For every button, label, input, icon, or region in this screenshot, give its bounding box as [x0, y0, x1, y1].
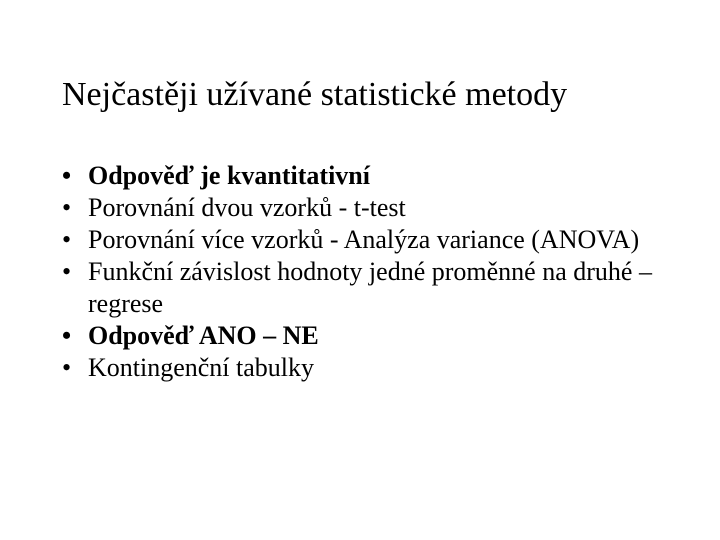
slide-title: Nejčastěji užívané statistické metody [62, 76, 568, 113]
bullet-icon: • [62, 225, 72, 254]
bullet-icon: • [62, 353, 72, 382]
list-item [62, 256, 702, 320]
bullet-icon: • [62, 161, 72, 190]
list-item [62, 224, 702, 256]
list-item [62, 160, 702, 192]
list-item [62, 320, 702, 352]
bullet-text: Funkční závislost hodnoty jedné proměnné na druhé – regrese [88, 257, 652, 318]
list-item [62, 192, 702, 224]
bullet-text: Odpověď ANO – NE [88, 321, 319, 350]
bullet-text: Odpověď je kvantitativní [88, 161, 370, 190]
bullet-icon: • [62, 193, 72, 222]
bullet-text: Porovnání více vzorků - Analýza variance (ANOVA) [88, 225, 640, 254]
bullet-text: Porovnání dvou vzorků - t-test [88, 193, 406, 222]
bullet-text: Kontingenční tabulky [88, 353, 315, 382]
bullet-icon: • [62, 321, 72, 350]
list-item [62, 352, 702, 384]
bullet-icon: • [62, 257, 72, 286]
bullet-list [62, 160, 702, 384]
